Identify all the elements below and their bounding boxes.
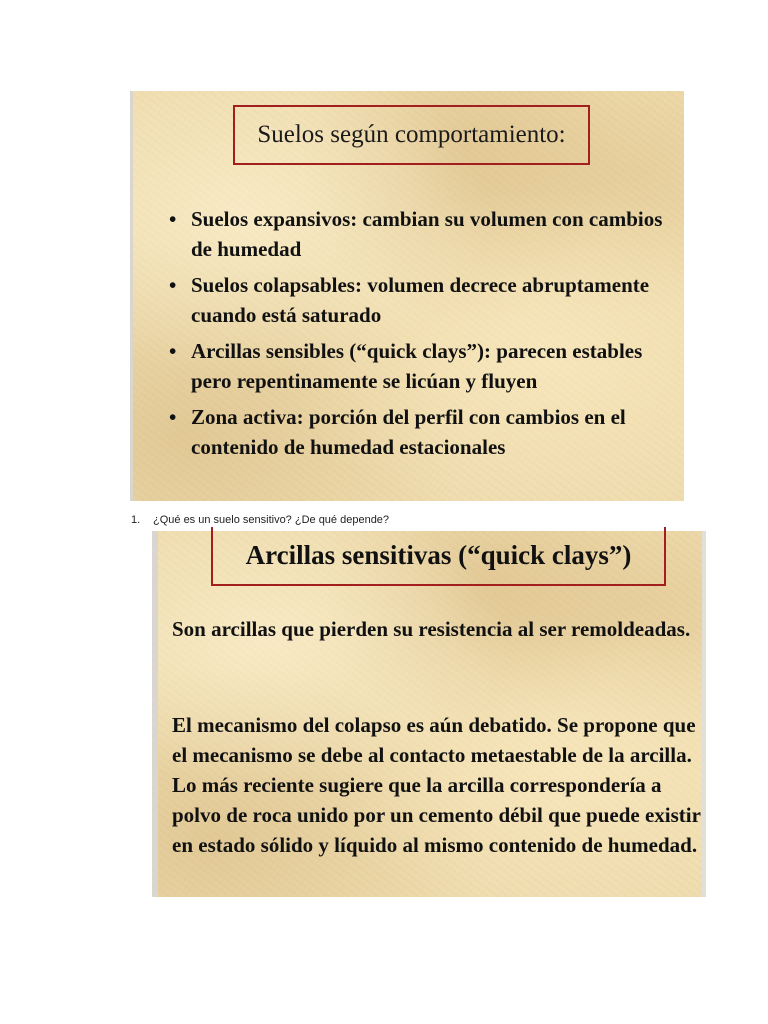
slide-title: Suelos según comportamiento: xyxy=(257,121,566,148)
slide-paragraph: Son arcillas que pierden su resistencia al ser remoldeadas. xyxy=(172,617,691,641)
bullet-list xyxy=(169,204,681,468)
bullet-icon: • xyxy=(169,207,177,231)
slide-image-arcillas-sensitivas xyxy=(152,531,706,897)
bullet-text: Zona activa: porción del perfil con cambios en el contenido de humedad estacionales xyxy=(191,405,626,459)
question-caption xyxy=(131,514,389,526)
bullet-text: Arcillas sensibles (“quick clays”): parecen estables pero repentinamente se licúan y fluyen xyxy=(191,339,643,393)
slide-title-box xyxy=(211,527,666,586)
bullet-icon: • xyxy=(169,339,177,363)
bullet-icon: • xyxy=(169,405,177,429)
bullet-item xyxy=(169,402,681,462)
bullet-icon: • xyxy=(169,273,177,297)
slide-paragraph: El mecanismo del colapso es aún debatido. Se propone que el mecanismo se debe al contacto metaestable de la arcilla. Lo más reciente sugiere que la arcilla correspondería a polvo de roca unido por un cemento débil que puede existir en estado sólido y líquido al mismo contenido de humedad. xyxy=(172,713,701,857)
bullet-text: Suelos colapsables: volumen decrece abruptamente cuando está saturado xyxy=(191,273,650,327)
bullet-text: Suelos expansivos: cambian su volumen con cambios de humedad xyxy=(191,207,663,261)
question-number: 1. xyxy=(131,514,141,526)
slide-image-suelos-comportamiento xyxy=(130,91,684,501)
question-text: ¿Qué es un suelo sensitivo? ¿De qué depende? xyxy=(153,514,390,526)
bullet-item xyxy=(169,270,681,330)
bullet-item xyxy=(169,336,681,396)
slide-title: Arcillas sensitivas (“quick clays”) xyxy=(245,540,632,570)
bullet-item xyxy=(169,204,681,264)
slide-title-box xyxy=(233,105,590,165)
